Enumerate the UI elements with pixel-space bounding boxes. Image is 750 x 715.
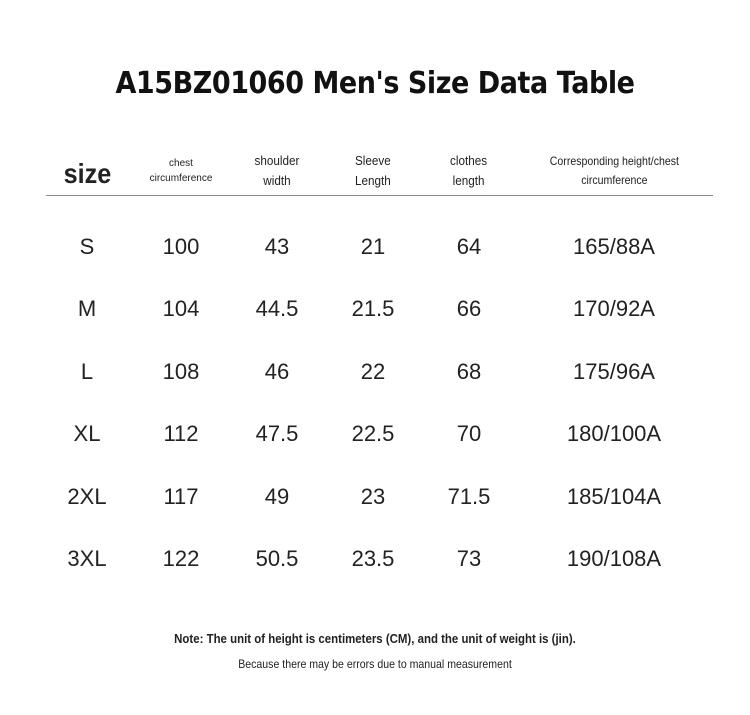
cell-shoulder: 49	[264, 483, 290, 509]
cell-clothes: 70	[456, 421, 482, 447]
cell-sleeve: 22.5	[351, 421, 395, 447]
cell-height-chest: 175/96A	[573, 358, 655, 384]
table-row	[0, 528, 750, 590]
cell-size: XL	[73, 421, 101, 447]
measurement-disclaimer: Because there may be errors due to manual measurement	[238, 657, 512, 671]
cell-size: 3XL	[67, 545, 107, 571]
header-height-chest: Corresponding height/chest circumference	[549, 154, 679, 187]
header-size: size	[63, 158, 111, 189]
cell-sleeve: 23.5	[351, 545, 395, 571]
cell-shoulder: 44.5	[255, 296, 299, 322]
header-chest-circumference: chest circumference	[149, 158, 213, 184]
cell-height-chest: 165/88A	[573, 234, 655, 259]
cell-shoulder: 43	[264, 234, 290, 259]
cell-clothes: 68	[456, 358, 482, 384]
table-row	[0, 216, 750, 278]
cell-chest: 100	[162, 234, 200, 259]
cell-shoulder: 46	[264, 358, 290, 384]
cell-clothes: 66	[456, 296, 482, 322]
cell-clothes: 71.5	[447, 483, 491, 509]
cell-clothes: 64	[456, 234, 482, 259]
cell-chest: 108	[162, 358, 200, 384]
cell-chest: 104	[162, 296, 200, 322]
table-row	[0, 341, 750, 403]
cell-shoulder: 50.5	[255, 545, 299, 571]
cell-height-chest: 190/108A	[566, 545, 662, 571]
cell-size: L	[80, 358, 94, 384]
cell-clothes: 73	[456, 545, 482, 571]
cell-shoulder: 47.5	[255, 421, 299, 447]
cell-sleeve: 22	[360, 358, 386, 384]
cell-height-chest: 185/104A	[566, 483, 662, 509]
cell-sleeve: 21	[360, 234, 386, 259]
cell-chest: 122	[162, 545, 200, 571]
table-row	[0, 403, 750, 465]
header-sleeve-length: Sleeve Length	[355, 153, 391, 188]
header-shoulder-width: shoulder width	[254, 153, 300, 188]
table-header	[0, 148, 750, 194]
table-body	[0, 216, 750, 590]
header-divider	[46, 195, 713, 196]
cell-size: 2XL	[67, 483, 107, 509]
cell-height-chest: 180/100A	[566, 421, 662, 447]
cell-sleeve: 21.5	[351, 296, 395, 322]
cell-sleeve: 23	[360, 483, 386, 509]
cell-size: M	[77, 296, 97, 322]
cell-chest: 112	[163, 421, 199, 447]
cell-size: S	[79, 234, 95, 259]
page-title: A15BZ01060 Men's Size Data Table	[115, 66, 635, 101]
cell-height-chest: 170/92A	[573, 296, 655, 322]
table-row	[0, 466, 750, 528]
cell-chest: 117	[163, 483, 199, 509]
header-clothes-length: clothes length	[450, 153, 488, 188]
table-row	[0, 278, 750, 340]
unit-note: Note: The unit of height is centimeters (CM), and the unit of weight is (jin).	[174, 631, 576, 646]
